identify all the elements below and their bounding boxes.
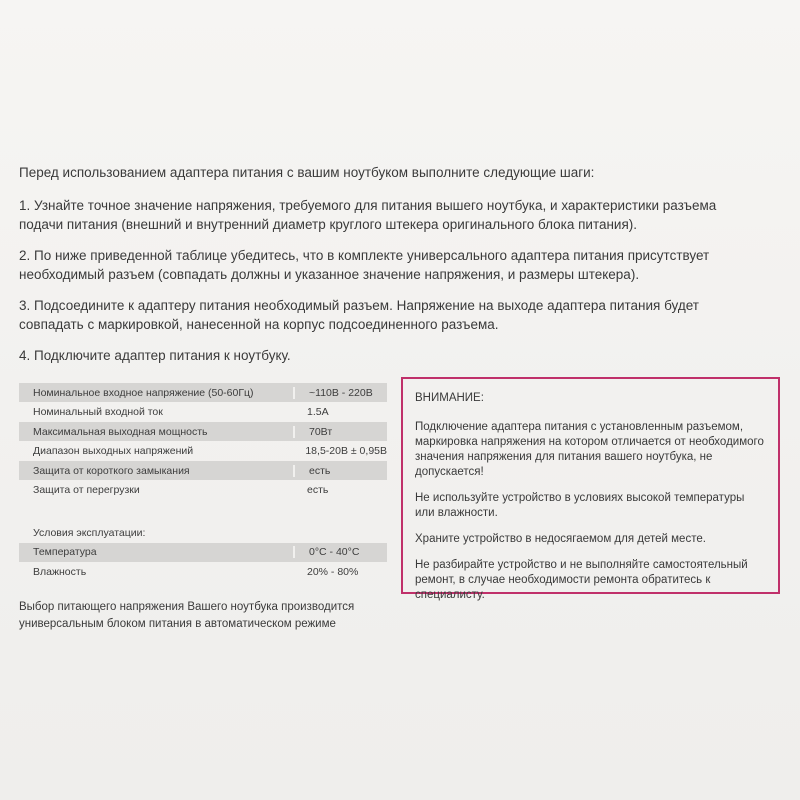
specifications-table	[19, 383, 387, 582]
spec-label: Максимальная выходная мощность	[33, 425, 208, 438]
instructions-heading: Перед использованием адаптера питания с вашим ноутбуком выполните следующие шаги:	[19, 165, 595, 180]
spec-label: Защита от перегрузки	[33, 484, 140, 496]
operating-conditions-title: Условия эксплуатации:	[33, 526, 146, 539]
spec-row-output-voltage-range	[19, 442, 387, 461]
spec-row-overload-protection	[19, 481, 387, 500]
spec-row-input-voltage	[19, 383, 387, 402]
instruction-step-3: 3. Подсоедините к адаптеру питания необходимый разъем. Напряжение на выходе адаптера питания будет совпадать с маркировкой, нанесенной на корпус подсоединенного разъема.	[19, 298, 699, 332]
instruction-step-4: 4. Подключите адаптер питания к ноутбуку.	[19, 348, 291, 363]
spec-label: Диапазон выходных напряжений	[33, 445, 194, 457]
instruction-step-2: 2. По ниже приведенной таблице убедитесь, что в комплекте универсального адаптера питания присутствует необходимый разъем (совпадать должны и указанное значение напряжения, и размеры штекера).	[19, 248, 710, 282]
warning-paragraph: Подключение адаптера питания с установленным разъемом, маркировка напряжения на котором отличается от необходимого значения напряжения для питания вашего ноутбука, не допускается!	[415, 421, 764, 478]
warning-paragraph: Не разбирайте устройство и не выполняйте самостоятельный ремонт, в случае необходимости ремонта обратитесь к специалисту.	[415, 559, 748, 601]
spec-label: Номинальное входное напряжение (50-60Гц)	[33, 386, 254, 399]
spec-row-input-current	[19, 403, 387, 422]
auto-voltage-note: Выбор питающего напряжения Вашего ноутбука производится универсальным блоком питания в автоматическом режиме	[19, 601, 355, 630]
warning-title: ВНИМАНИЕ:	[415, 392, 484, 404]
spec-value: 0°С - 40°С	[293, 546, 387, 558]
spec-value: 70Вт	[293, 426, 387, 438]
spec-value: есть	[293, 465, 387, 477]
spec-row-temperature	[19, 543, 387, 562]
instructions-section	[19, 163, 759, 377]
spec-label: Защита от короткого замыкания	[33, 464, 190, 477]
spec-label: Влажность	[33, 565, 87, 578]
warning-paragraph: Не используйте устройство в условиях высокой температуры или влажности.	[415, 492, 745, 519]
warning-box	[401, 377, 780, 601]
spec-value: ~110В - 220В	[293, 387, 387, 399]
spec-value: 18,5-20В ± 0,95В	[305, 445, 387, 457]
spec-value: есть	[307, 484, 329, 496]
instruction-step-1: 1. Узнайте точное значение напряжения, требуемого для питания вышего ноутбука, и характеристики разъема подачи питания (внешний и внутренний диаметр круглого штекера оригинального блока питания).	[19, 198, 717, 232]
spec-value: 20% - 80%	[307, 565, 359, 578]
spec-row-humidity	[19, 562, 387, 581]
warning-paragraph: Храните устройство в недосягаемом для детей месте.	[415, 533, 706, 545]
spec-row-short-circuit-protection	[19, 461, 387, 480]
spec-row-max-power	[19, 422, 387, 441]
spec-label: Температура	[33, 546, 97, 558]
spec-value: 1.5А	[307, 406, 329, 418]
spec-label: Номинальный входной ток	[33, 406, 163, 418]
